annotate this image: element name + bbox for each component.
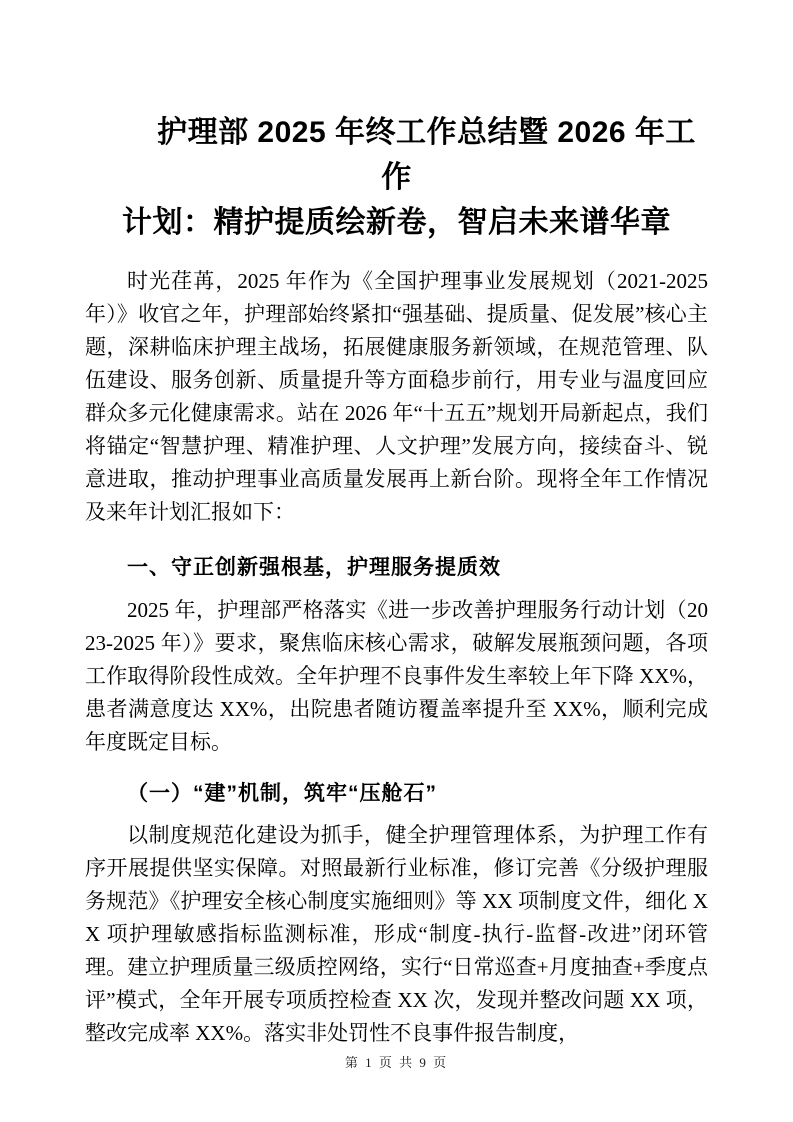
subsection-1-1-paragraph: 以制度规范化建设为抓手，健全护理管理体系，为护理工作有序开展提供坚实保障。对照最新行业标准，修订完善《分级护理服务规范》《护理安全核心制度实施细则》等 XX 项制度文件，细化 XX 项护理敏感指标监测标准，形成“制度-执行-监督-改进”闭环管理。建立护理质量三级质控网络，实行“日常巡查+月度抽查+季度点评”模式，全年开展专项质控检查 XX 次，发现并整改问题 XX 项，整改完成率 XX%。落实非处罚性不良事件报告制度， (85, 823, 708, 1045)
document-content (85, 0, 708, 1050)
document-title (85, 110, 708, 245)
intro-paragraph: 时光荏苒，2025 年作为《全国护理事业发展规划（2021-2025 年）》收官之年，护理部始终紧扣“强基础、提质量、促发展”核心主题，深耕临床护理主战场，拓展健康服务新领域，在规范管理、队伍建设、服务创新、质量提升等方面稳步前行，用专业与温度回应群众多元化健康需求。站在 2026 年“十五五”规划开局新起点，我们将锚定“智慧护理、精准护理、人文护理”发展方向，接续奋斗、锐意进取，推动护理事业高质量发展再上新台阶。现将全年工作情况及来年计划汇报如下： (85, 269, 708, 524)
page-number: 第 1 页 共 9 页 (344, 1055, 449, 1070)
section-1-heading: 一、守正创新强根基，护理服务提质效 (127, 556, 501, 579)
title-line-1: 护理部 2025 年终工作总结暨 2026 年工作 (157, 116, 696, 194)
page-footer (0, 1052, 793, 1071)
subsection-1-1-heading: （一）“建”机制，筑牢“压舱石” (127, 782, 437, 805)
title-line-2: 计划：精护提质绘新卷，智启未来谱华章 (122, 206, 671, 239)
section-1-paragraph: 2025 年，护理部严格落实《进一步改善护理服务行动计划（2023-2025 年）》要求，聚焦临床核心需求，破解发展瓶颈问题，各项工作取得阶段性成效。全年护理不良事件发生率较上年下降 XX%，患者满意度达 XX%，出院患者随访覆盖率提升至 XX%，顺利完成年度既定目标。 (85, 598, 708, 754)
